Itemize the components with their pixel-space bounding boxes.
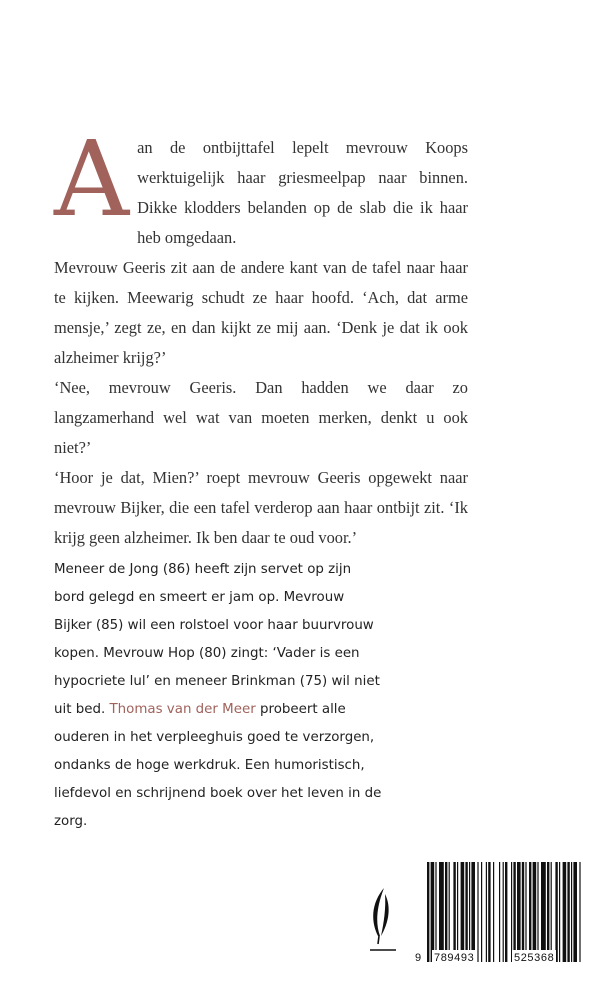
barcode-bar [457,862,458,962]
barcode-bar [547,862,549,962]
barcode-bar [477,862,478,962]
barcode-bar [493,862,494,962]
author-name: Thomas van der Meer [109,702,256,717]
barcode-bar [563,862,567,962]
barcode-bar [449,862,450,962]
barcode-bar [481,862,482,962]
barcode-bar [571,862,572,962]
barcode-bar [529,862,531,962]
quill-feather-icon [368,886,398,954]
excerpt-paragraph-2: Mevrouw Geeris zit aan de andere kant van de tafel naar haar te kijken. Meewarig schudt ze haar hoofd. ‘Ach, dat arme mensje,’ zegt ze, en dan kijkt ze mij aan. ‘Denk je dat ik ook alzheimer krijg?’ [54,258,468,367]
barcode-bar [431,862,435,962]
barcode-bar [435,862,436,962]
barcode-bar [469,862,470,962]
barcode-bar [511,862,512,962]
isbn-digits-left: 789493 [434,952,475,964]
barcode-bar [486,862,487,962]
excerpt-paragraph-3: ‘Nee, mevrouw Geeris. Dan hadden we daar zo langzamerhand wel wat van moeten merken, denkt u ook niet?’ [54,378,468,457]
barcode-bar [517,862,521,962]
barcode-bar [453,862,455,962]
blurb-text-end: probeert alle ouderen in het verpleeghuis goed te verzorgen, ondanks de hoge werkdruk. Een humoristisch, liefdevol en schrijnend boek over het leven in de zorg. [54,702,382,829]
barcode-bar [537,862,538,962]
barcode-bar [427,862,429,962]
barcode-bar [471,862,475,962]
barcode-bar [499,862,500,962]
barcode-bar [522,862,524,962]
barcode-bar [541,862,546,962]
book-excerpt [54,118,468,553]
barcode-bar [503,862,504,962]
isbn-digits-right: 525368 [514,952,555,964]
barcode-bar [525,862,526,962]
barcode-bar [573,862,577,962]
excerpt-paragraph-4: ‘Hoor je dat, Mien?’ roept mevrouw Geeris opgewekt naar mevrouw Bijker, die een tafel verderop aan haar ontbijt zit. ‘Ik krijg geen alzheimer. Ik ben daar te oud voor.’ [54,468,468,547]
barcode-bar [533,862,537,962]
barcode-bar [505,862,507,962]
barcode-bar [555,862,557,962]
barcode-bar [461,862,465,962]
drop-cap: A [54,118,130,240]
barcode-bar [559,862,560,962]
barcode-bar [439,862,444,962]
barcode-bar [513,862,515,962]
excerpt-paragraph-1: an de ontbijttafel lepelt mevrouw Koops werktuigelijk haar griesmeelpap naar binnen. Dikke klodders belanden op de slab die ik haar heb omgedaan. [137,138,468,247]
barcode-bar [465,862,467,962]
book-blurb [54,556,384,836]
barcode-bar [445,862,447,962]
barcode-bar [567,862,569,962]
blurb-text-start: Meneer de Jong (86) heeft zijn servet op zijn bord gelegd en smeert er jam op. Mevrouw Bijker (85) wil een rolstoel voor haar buurvrouw kopen. Mevrouw Hop (80) zingt: ‘Vader is een hypocriete lul’ en meneer Brinkman (75) wil niet uit bed. [54,562,380,717]
isbn-digit-first: 9 [414,952,422,964]
barcode-bar [488,862,490,962]
barcode-bar [551,862,552,962]
barcode-bar [579,862,580,962]
